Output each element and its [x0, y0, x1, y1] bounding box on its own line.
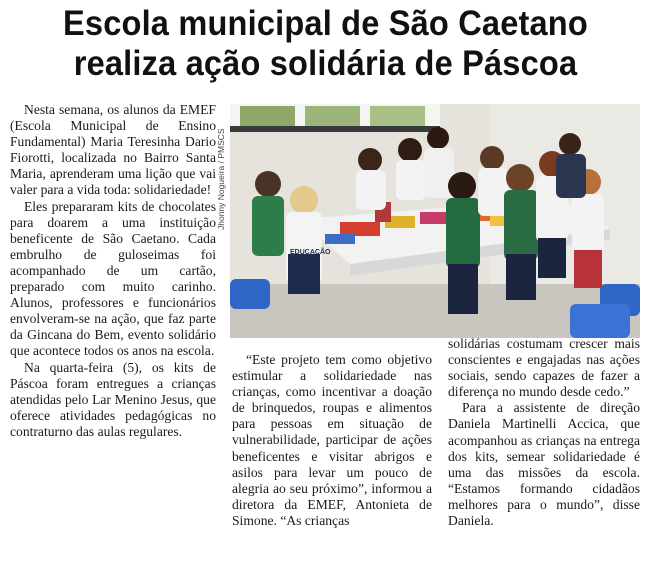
- article-headline: [23, 4, 628, 84]
- paragraph: Nesta semana, os alunos da EMEF (Escola Municipal de Ensino Fundamental) Maria Teresinha Dario Fiorotti, localizada no Bairro Santa Maria, aprenderam uma lição que vai valer para a vida toda: solidariedade!: [10, 102, 216, 198]
- paragraph: Para a assistente de direção Daniela Martinelli Accica, que acompanhou as crianças na entrega dos kits, semear solidariedade é uma das missões da escola. “Estamos formando cidadãos melhores para o mundo”, disse Daniela.: [448, 400, 640, 529]
- photo-credit: Jhonny Nogueira / PMSCS: [216, 128, 226, 230]
- article-column-3: [448, 336, 640, 529]
- paragraph: Eles prepararam kits de chocolates para doarem a uma instituição beneficente de São Caetano. Cada embrulho de guloseimas foi acompanhado de um cartão, preparado com muito carinho. Alunos, professores e funcionários envolveram-se na ação, que faz parte da Gincana do Bem, evento solidário que acontece todos os anos na escola.: [10, 198, 216, 359]
- child-figure: [356, 148, 386, 210]
- article-photo: [230, 104, 640, 338]
- article-column-1: [10, 102, 216, 440]
- child-figure: [478, 146, 508, 216]
- headline-line-1: Escola municipal de São Caetano: [63, 4, 588, 43]
- paragraph: solidárias costumam crescer mais conscientes e engajadas nas ações sociais, sendo capazes de fazer a diferença no mundo desde cedo.”: [448, 336, 640, 400]
- shirt-text: EDUCAÇÃO: [290, 249, 331, 256]
- headline-line-2: realiza ação solidária de Páscoa: [73, 44, 578, 83]
- photo-illustration: [230, 104, 640, 338]
- child-figure: [396, 138, 426, 200]
- article-column-2: [232, 352, 432, 529]
- paragraph: “Este projeto tem como objetivo estimular a solidariedade nas crianças, como incentivar a doação de brinquedos, roupas e alimentos para pessoas em situação de vulnerabilidade, participar de ações beneficentes e visitar abrigos e asilos para levar um pouco de alegria ao seu próximo”, informou a diretora da EMEF, Antonieta de Simone. “As crianças: [232, 352, 432, 528]
- paragraph: Na quarta-feira (5), os kits de Páscoa foram entregues a crianças atendidas pelo Lar Menino Jesus, que oferece atividades pedagógicas no contraturno das aulas regulares.: [10, 359, 216, 439]
- child-figure: [252, 171, 284, 256]
